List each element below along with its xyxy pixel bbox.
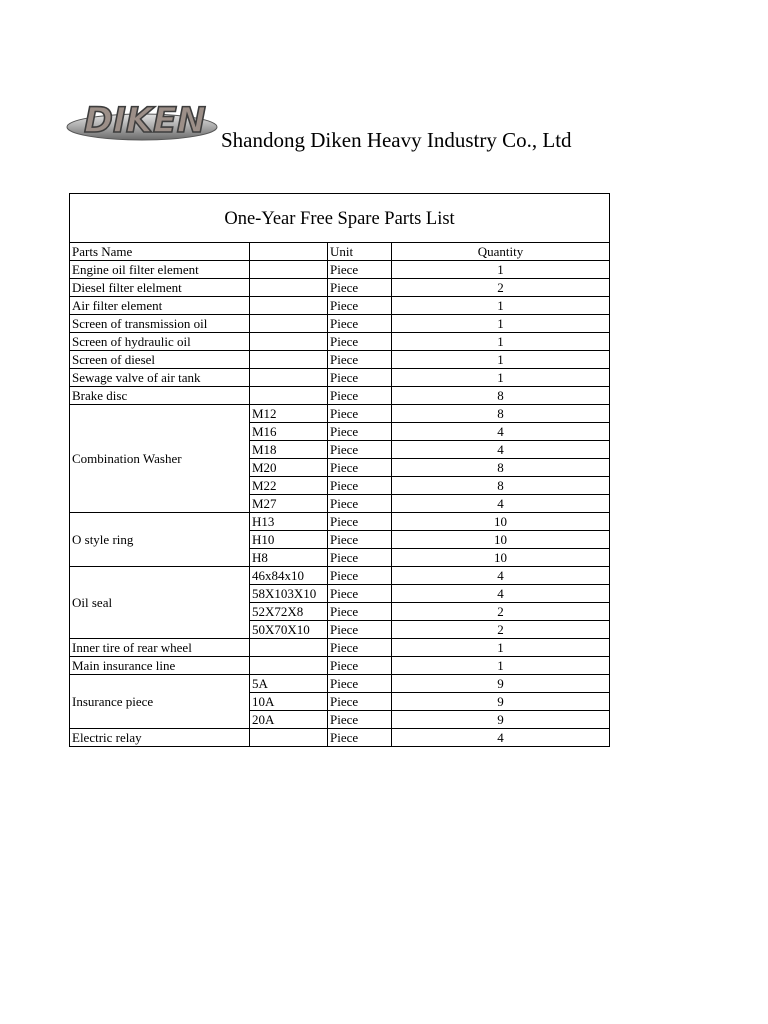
spec-cell: M16 <box>250 423 328 441</box>
quantity-cell: 1 <box>392 351 610 369</box>
part-name-cell: Inner tire of rear wheel <box>70 639 250 657</box>
quantity-cell: 4 <box>392 729 610 747</box>
table-row <box>70 315 610 333</box>
table-row <box>70 513 610 531</box>
unit-cell: Piece <box>328 675 392 693</box>
spec-cell: 46x84x10 <box>250 567 328 585</box>
part-name-cell: Air filter element <box>70 297 250 315</box>
part-name-cell: Diesel filter elelment <box>70 279 250 297</box>
spec-cell <box>250 333 328 351</box>
quantity-cell: 4 <box>392 495 610 513</box>
unit-cell: Piece <box>328 549 392 567</box>
unit-cell: Piece <box>328 711 392 729</box>
spec-cell: M18 <box>250 441 328 459</box>
unit-cell: Piece <box>328 387 392 405</box>
quantity-cell: 4 <box>392 567 610 585</box>
unit-cell: Piece <box>328 423 392 441</box>
spec-cell: 52X72X8 <box>250 603 328 621</box>
quantity-cell: 10 <box>392 549 610 567</box>
table-row <box>70 567 610 585</box>
spec-cell: 10A <box>250 693 328 711</box>
spec-cell: H8 <box>250 549 328 567</box>
quantity-cell: 4 <box>392 585 610 603</box>
header-spec <box>250 243 328 261</box>
spec-cell <box>250 297 328 315</box>
header-parts-name: Parts Name <box>70 243 250 261</box>
quantity-cell: 2 <box>392 279 610 297</box>
part-name-cell: Electric relay <box>70 729 250 747</box>
spare-parts-table <box>69 193 610 747</box>
quantity-cell: 1 <box>392 333 610 351</box>
quantity-cell: 8 <box>392 477 610 495</box>
spec-cell: 50X70X10 <box>250 621 328 639</box>
unit-cell: Piece <box>328 495 392 513</box>
table-row <box>70 333 610 351</box>
quantity-cell: 8 <box>392 405 610 423</box>
unit-cell: Piece <box>328 639 392 657</box>
table-row <box>70 639 610 657</box>
unit-cell: Piece <box>328 477 392 495</box>
diken-logo <box>66 94 222 144</box>
spec-cell: 20A <box>250 711 328 729</box>
quantity-cell: 9 <box>392 693 610 711</box>
table-title-row <box>70 194 610 243</box>
unit-cell: Piece <box>328 603 392 621</box>
logo-text: DIKEN <box>84 101 206 141</box>
quantity-cell: 1 <box>392 261 610 279</box>
unit-cell: Piece <box>328 333 392 351</box>
unit-cell: Piece <box>328 513 392 531</box>
quantity-cell: 1 <box>392 369 610 387</box>
quantity-cell: 10 <box>392 513 610 531</box>
spec-cell: M27 <box>250 495 328 513</box>
quantity-cell: 9 <box>392 675 610 693</box>
quantity-cell: 1 <box>392 657 610 675</box>
quantity-cell: 4 <box>392 423 610 441</box>
part-name-cell: Screen of diesel <box>70 351 250 369</box>
unit-cell: Piece <box>328 315 392 333</box>
part-name-cell: Insurance piece <box>70 675 250 729</box>
spec-cell: 58X103X10 <box>250 585 328 603</box>
unit-cell: Piece <box>328 279 392 297</box>
company-name: Shandong Diken Heavy Industry Co., Ltd <box>221 128 572 152</box>
table-row <box>70 729 610 747</box>
part-name-cell: Combination Washer <box>70 405 250 513</box>
unit-cell: Piece <box>328 369 392 387</box>
quantity-cell: 10 <box>392 531 610 549</box>
unit-cell: Piece <box>328 459 392 477</box>
table-row <box>70 369 610 387</box>
unit-cell: Piece <box>328 657 392 675</box>
table-row <box>70 405 610 423</box>
quantity-cell: 9 <box>392 711 610 729</box>
spec-cell <box>250 657 328 675</box>
table-row <box>70 279 610 297</box>
quantity-cell: 1 <box>392 315 610 333</box>
part-name-cell: Engine oil filter element <box>70 261 250 279</box>
spec-cell <box>250 369 328 387</box>
spec-cell: M22 <box>250 477 328 495</box>
quantity-cell: 1 <box>392 297 610 315</box>
spec-cell: 5A <box>250 675 328 693</box>
table-row <box>70 351 610 369</box>
quantity-cell: 8 <box>392 459 610 477</box>
spec-cell: M20 <box>250 459 328 477</box>
table-row <box>70 297 610 315</box>
spec-cell <box>250 351 328 369</box>
unit-cell: Piece <box>328 351 392 369</box>
unit-cell: Piece <box>328 585 392 603</box>
table-row <box>70 675 610 693</box>
part-name-cell: O style ring <box>70 513 250 567</box>
unit-cell: Piece <box>328 531 392 549</box>
spec-cell <box>250 729 328 747</box>
header-unit: Unit <box>328 243 392 261</box>
header-quantity: Quantity <box>392 243 610 261</box>
spec-cell: M12 <box>250 405 328 423</box>
table-row <box>70 657 610 675</box>
quantity-cell: 2 <box>392 603 610 621</box>
unit-cell: Piece <box>328 261 392 279</box>
quantity-cell: 1 <box>392 639 610 657</box>
part-name-cell: Brake disc <box>70 387 250 405</box>
unit-cell: Piece <box>328 693 392 711</box>
unit-cell: Piece <box>328 441 392 459</box>
table-row <box>70 261 610 279</box>
spec-cell <box>250 279 328 297</box>
spec-cell <box>250 387 328 405</box>
unit-cell: Piece <box>328 297 392 315</box>
part-name-cell: Screen of transmission oil <box>70 315 250 333</box>
unit-cell: Piece <box>328 729 392 747</box>
quantity-cell: 8 <box>392 387 610 405</box>
part-name-cell: Sewage valve of air tank <box>70 369 250 387</box>
unit-cell: Piece <box>328 567 392 585</box>
spec-cell <box>250 261 328 279</box>
spec-cell: H13 <box>250 513 328 531</box>
spec-cell <box>250 639 328 657</box>
unit-cell: Piece <box>328 405 392 423</box>
part-name-cell: Oil seal <box>70 567 250 639</box>
quantity-cell: 4 <box>392 441 610 459</box>
part-name-cell: Screen of hydraulic oil <box>70 333 250 351</box>
spec-cell <box>250 315 328 333</box>
table-header-row <box>70 243 610 261</box>
quantity-cell: 2 <box>392 621 610 639</box>
part-name-cell: Main insurance line <box>70 657 250 675</box>
unit-cell: Piece <box>328 621 392 639</box>
table-title: One-Year Free Spare Parts List <box>70 194 610 243</box>
spec-cell: H10 <box>250 531 328 549</box>
table-row <box>70 387 610 405</box>
